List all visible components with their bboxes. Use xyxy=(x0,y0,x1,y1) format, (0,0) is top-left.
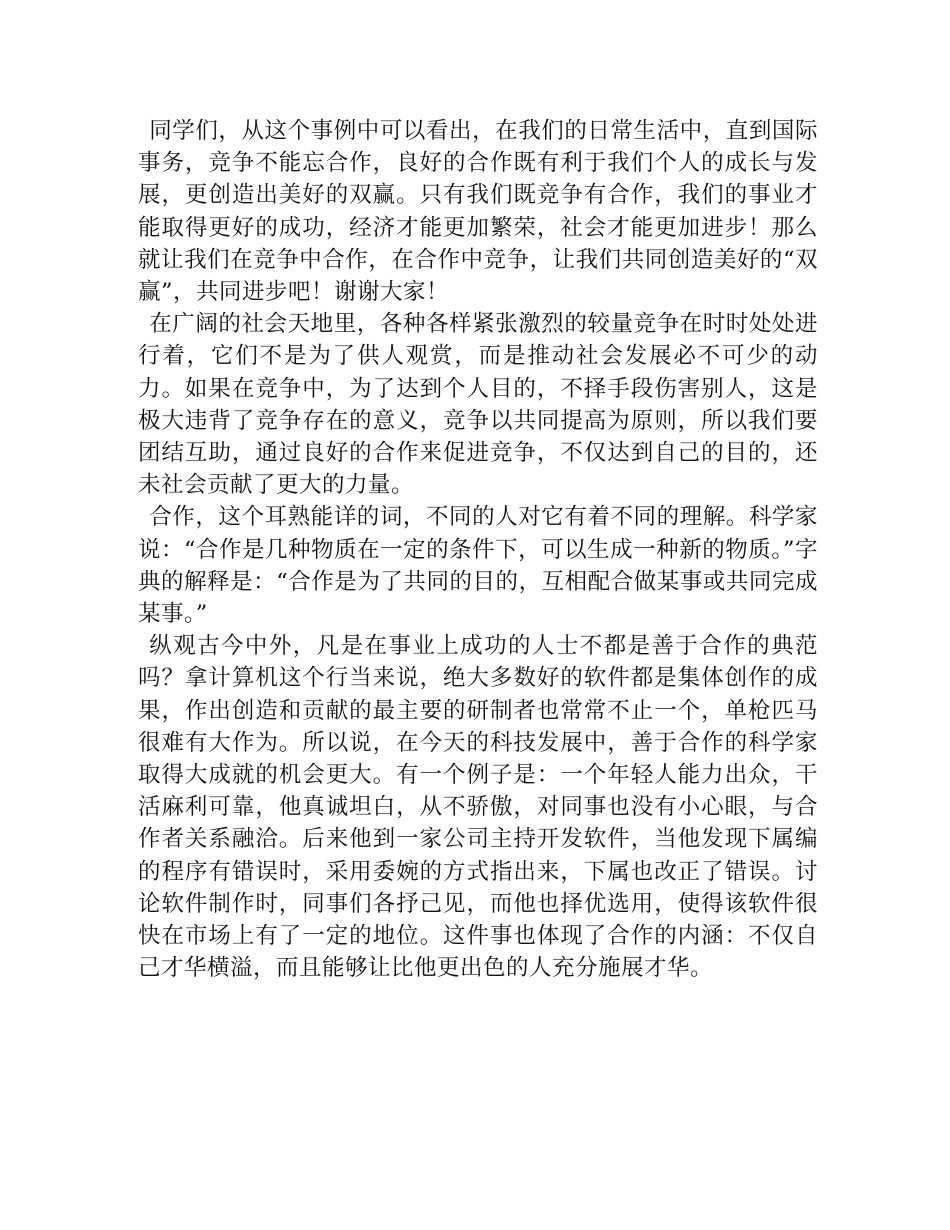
paragraph-4: 纵观古今中外，凡是在事业上成功的人士不都是善于合作的典范吗？拿计算机这个行当来说，绝大多数好的软件都是集体创作的成果，作出创造和贡献的最主要的研制者也常常不止一个，单枪匹马很难有大作为。所以说，在今天的科技发展中，善于合作的科学家取得大成就的机会更大。有一个例子是：一个年轻人能力出众，干活麻利可靠，他真诚坦白，从不骄傲，对同事也没有小心眼，与合作者关系融洽。后来他到一家公司主持开发软件，当他发现下属编的程序有错误时，采用委婉的方式指出来，下属也改正了错误。讨论软件制作时，同事们各抒己见，而他也择优选用，使得该软件很快在市场上有了一定的地位。这件事也体现了合作的内涵：不仅自己才华横溢，而且能够让比他更出色的人充分施展才华。 xyxy=(138,633,818,982)
paragraph-3: 合作，这个耳熟能详的词，不同的人对它有着不同的理解。科学家说：“合作是几种物质在一定的条件下，可以生成一种新的物质。”字典的解释是：“合作是为了共同的目的，互相配合做某事或共同完成某事。” xyxy=(138,504,818,628)
paragraph-2: 在广阔的社会天地里，各种各样紧张激烈的较量竞争在时时处处进行着，它们不是为了供人观赏，而是推动社会发展必不可少的动力。如果在竞争中，为了达到个人目的，不择手段伤害别人，这是极大违背了竞争存在的意义，竞争以共同提高为原则，所以我们要团结互助，通过良好的合作来促进竞争，不仅达到自己的目的，还未社会贡献了更大的力量。 xyxy=(138,311,818,499)
paragraph-1: 同学们，从这个事例中可以看出，在我们的日常生活中，直到国际事务，竞争不能忘合作，良好的合作既有利于我们个人的成长与发展，更创造出美好的双赢。只有我们既竞争有合作，我们的事业才能取得更好的成功，经济才能更加繁荣，社会才能更加进步！那么就让我们在竞争中合作，在合作中竞争，让我们共同创造美好的“双赢”，共同进步吧！谢谢大家！ xyxy=(138,118,818,306)
document-body xyxy=(138,115,818,984)
